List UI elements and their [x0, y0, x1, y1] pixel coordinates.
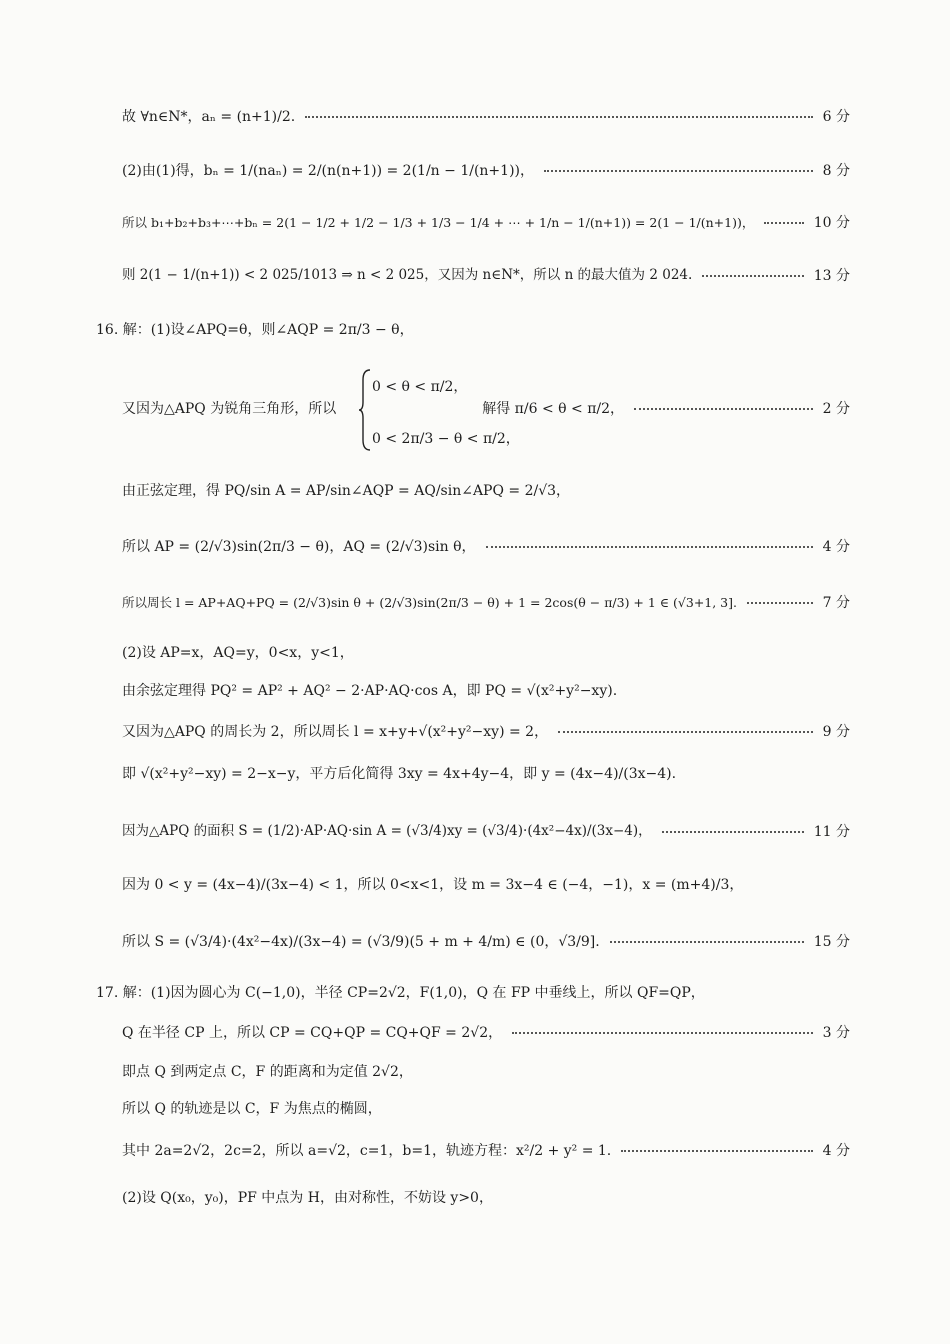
dot-leader [558, 731, 813, 733]
score-label: 6 分 [822, 109, 850, 125]
score-label: 9 分 [822, 724, 850, 740]
line-l9 [122, 596, 850, 610]
system-solve: 解得 π/6 < θ < π/2， [482, 401, 625, 417]
system-row-1: 0 < θ < π/2， [372, 379, 468, 395]
line-l5 [96, 323, 850, 337]
line-l10 [122, 646, 850, 660]
score-label: 2 分 [822, 401, 850, 417]
line-text: 由正弦定理，得 PQ/sin A = AP/sin∠AQP = AQ/sin∠APQ = 2/√3， [122, 483, 571, 499]
line-text: 由余弦定理得 PQ² = AP² + AQ² − 2·AP·AQ·cos A，即 PQ = √(x²+y²−xy). [122, 683, 618, 699]
dot-leader [544, 170, 813, 172]
line-text: 则 2(1 − 1/(n+1)) < 2 025/1013 ⇒ n < 2 025，又因为 n∈N*，所以 n 的最大值为 2 024. [122, 267, 693, 284]
line-text: 又因为△APQ 的周长为 2，所以周长 l = x+y+√(x²+y²−xy) = 2， [122, 724, 549, 740]
dot-leader [610, 941, 804, 943]
line-l8 [122, 540, 850, 554]
dot-leader [702, 275, 803, 277]
score-label: 4 分 [822, 539, 850, 555]
dot-leader [305, 116, 812, 118]
line-text: 所以周长 l = AP+AQ+PQ = (2/√3)sin θ + (2/√3)sin(2π/3 − θ) + 1 = 2cos(θ − π/3) + 1 ∈ (√3+1, 3]. [122, 594, 737, 610]
line-text: 因为 0 < y = (4x−4)/(3x−4) < 1，所以 0<x<1，设 m = 3x−4 ∈ (−4，−1)，x = (m+4)/3， [122, 877, 744, 893]
dot-leader [747, 602, 813, 604]
line-l22 [122, 1191, 850, 1205]
line-l7 [122, 484, 850, 498]
line-text: 16. 解：(1)设∠APQ=θ，则∠AQP = 2π/3 − θ， [96, 322, 414, 338]
line-l4 [122, 269, 850, 283]
line-l2 [122, 164, 850, 178]
score-label: 4 分 [822, 1143, 850, 1159]
line-l14 [122, 825, 850, 839]
dot-leader [634, 408, 813, 410]
line-l21 [122, 1144, 850, 1158]
left-brace-icon [358, 368, 372, 452]
score-label: 15 分 [813, 934, 850, 950]
line-l6 [122, 402, 850, 416]
line-text: 所以 Q 的轨迹是以 C，F 为焦点的椭圆， [122, 1101, 382, 1117]
line-text: 其中 2a=2√2，2c=2，所以 a=√2，c=1，b=1，轨迹方程：x²/2 + y² = 1. [122, 1143, 612, 1159]
line-l13 [122, 767, 850, 781]
line-l12 [122, 725, 850, 739]
line-l3 [122, 216, 850, 230]
line-l20 [122, 1102, 850, 1116]
line-text: 所以 AP = (2/√3)sin(2π/3 − θ)，AQ = (2/√3)sin θ， [122, 539, 476, 555]
line-text: Q 在半径 CP 上，所以 CP = CQ+QP = CQ+QF = 2√2， [122, 1025, 503, 1041]
dot-leader [764, 222, 803, 224]
line-text: 即点 Q 到两定点 C，F 的距离和为定值 2√2， [122, 1064, 413, 1080]
line-l18 [122, 1026, 850, 1040]
line-l15 [122, 878, 850, 892]
line-text: 17. 解：(1)因为圆心为 C(−1,0)，半径 CP=2√2，F(1,0)，Q 在 FP 中垂线上，所以 QF=QP， [96, 985, 705, 1001]
line-text: 即 √(x²+y²−xy) = 2−x−y，平方后化简得 3xy = 4x+4y−4，即 y = (4x−4)/(3x−4). [122, 766, 677, 782]
line-text: 因为△APQ 的面积 S = (1/2)·AP·AQ·sin A = (√3/4)xy = (√3/4)·(4x²−4x)/(3x−4)， [122, 823, 652, 840]
score-label: 11 分 [813, 824, 850, 840]
score-label: 13 分 [813, 268, 850, 284]
score-label: 8 分 [822, 163, 850, 179]
score-label: 7 分 [822, 595, 850, 611]
dot-leader [621, 1150, 812, 1152]
system-row-2: 0 < 2π/3 − θ < π/2， [372, 431, 520, 447]
line-l19 [122, 1065, 850, 1079]
line-text: 故 ∀n∈N*，aₙ = (n+1)/2. [122, 109, 296, 125]
dot-leader [486, 546, 813, 548]
dot-leader [512, 1032, 813, 1034]
score-label: 10 分 [813, 215, 850, 231]
line-l16 [122, 935, 850, 949]
line-text: 所以 S = (√3/4)·(4x²−4x)/(3x−4) = (√3/9)(5 + m + 4/m) ∈ (0，√3/9]. [122, 934, 600, 950]
dot-leader [662, 831, 804, 833]
line-text: (2)设 AP=x，AQ=y，0<x，y<1， [122, 645, 354, 661]
line-text: 所以 b₁+b₂+b₃+⋯+bₙ = 2(1 − 1/2 + 1/2 − 1/3 + 1/3 − 1/4 + ⋯ + 1/n − 1/(n+1)) = 2(1 − 1/(n+1))， [122, 214, 755, 230]
line-l11 [122, 684, 850, 698]
line-text: (2)设 Q(x₀，y₀)，PF 中点为 H，由对称性，不妨设 y>0， [122, 1190, 493, 1206]
line-l17 [96, 986, 850, 1000]
line-text: (2)由(1)得，bₙ = 1/(naₙ) = 2/(n(n+1)) = 2(1/n − 1/(n+1))， [122, 163, 534, 179]
line-l1 [122, 110, 850, 124]
line-text: 又因为△APQ 为锐角三角形，所以 [122, 401, 337, 417]
score-label: 3 分 [822, 1025, 850, 1041]
